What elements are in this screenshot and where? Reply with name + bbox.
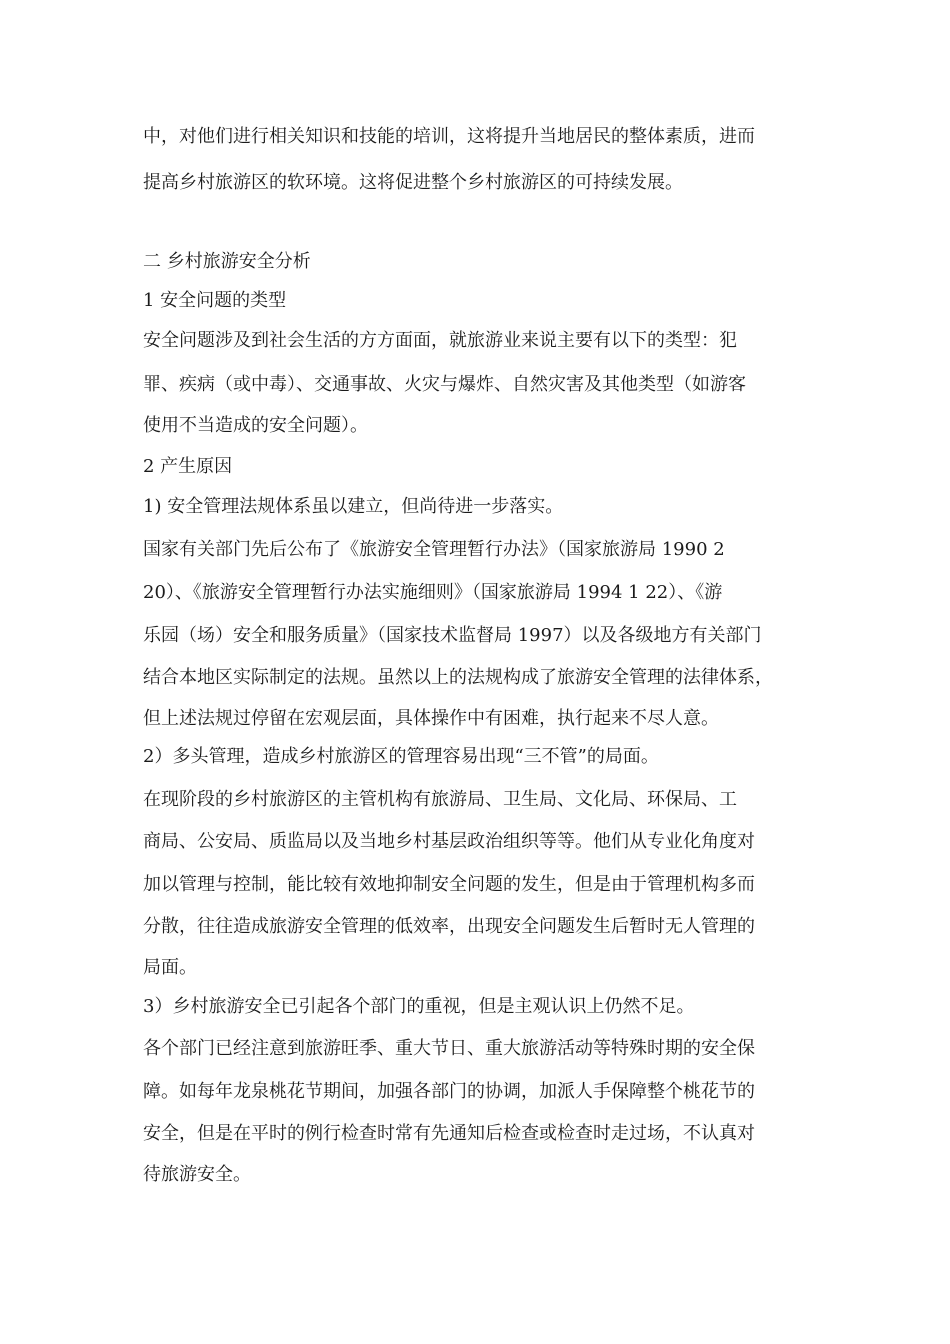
paragraph-line: 乐园（场）安全和服务质量》（国家技术监督局 1997）以及各级地方有关部门 (143, 625, 762, 646)
list-item-heading: 2）多头管理，造成乡村旅游区的管理容易出现“三不管”的局面。 (143, 746, 659, 767)
paragraph-line: 加以管理与控制，能比较有效地抑制安全问题的发生，但是由于管理机构多而 (143, 874, 755, 895)
subsection-heading: 2 产生原因 (143, 456, 233, 477)
subsection-heading: 1 安全问题的类型 (143, 290, 287, 311)
paragraph-line: 局面。 (143, 957, 197, 978)
section-heading: 二 乡村旅游安全分析 (143, 251, 311, 272)
list-item-heading: 1) 安全管理法规体系虽以建立，但尚待进一步落实。 (143, 496, 564, 517)
paragraph-line: 国家有关部门先后公布了《旅游安全管理暂行办法》（国家旅游局 1990 2 (143, 539, 725, 560)
paragraph-line: 安全问题涉及到社会生活的方方面面，就旅游业来说主要有以下的类型：犯 (143, 330, 737, 351)
paragraph-line: 结合本地区实际制定的法规。虽然以上的法规构成了旅游安全管理的法律体系， (143, 667, 773, 688)
paragraph-line: 提高乡村旅游区的软环境。这将促进整个乡村旅游区的可持续发展。 (143, 172, 683, 193)
paragraph-line: 商局、公安局、质监局以及当地乡村基层政治组织等等。他们从专业化角度对 (143, 831, 755, 852)
paragraph-line: 各个部门已经注意到旅游旺季、重大节日、重大旅游活动等特殊时期的安全保 (143, 1038, 755, 1059)
paragraph-line: 安全，但是在平时的例行检查时常有先通知后检查或检查时走过场，不认真对 (143, 1123, 755, 1144)
paragraph-line: 待旅游安全。 (143, 1164, 251, 1185)
paragraph-line: 中，对他们进行相关知识和技能的培训，这将提升当地居民的整体素质，进而 (143, 126, 755, 147)
paragraph-line: 但上述法规过停留在宏观层面，具体操作中有困难，执行起来不尽人意。 (143, 708, 719, 729)
paragraph-line: 在现阶段的乡村旅游区的主管机构有旅游局、卫生局、文化局、环保局、工 (143, 789, 737, 810)
paragraph-line: 障。如每年龙泉桃花节期间，加强各部门的协调，加派人手保障整个桃花节的 (143, 1081, 755, 1102)
list-item-heading: 3）乡村旅游安全已引起各个部门的重视，但是主观认识上仍然不足。 (143, 996, 695, 1017)
paragraph-line: 分散，往往造成旅游安全管理的低效率，出现安全问题发生后暂时无人管理的 (143, 916, 755, 937)
paragraph-line: 使用不当造成的安全问题）。 (143, 415, 368, 436)
paragraph-line: 20）、《旅游安全管理暂行办法实施细则》（国家旅游局 1994 1 22）、《游 (143, 582, 723, 603)
paragraph-line: 罪、疾病（或中毒）、交通事故、火灾与爆炸、自然灾害及其他类型（如游客 (143, 374, 746, 395)
